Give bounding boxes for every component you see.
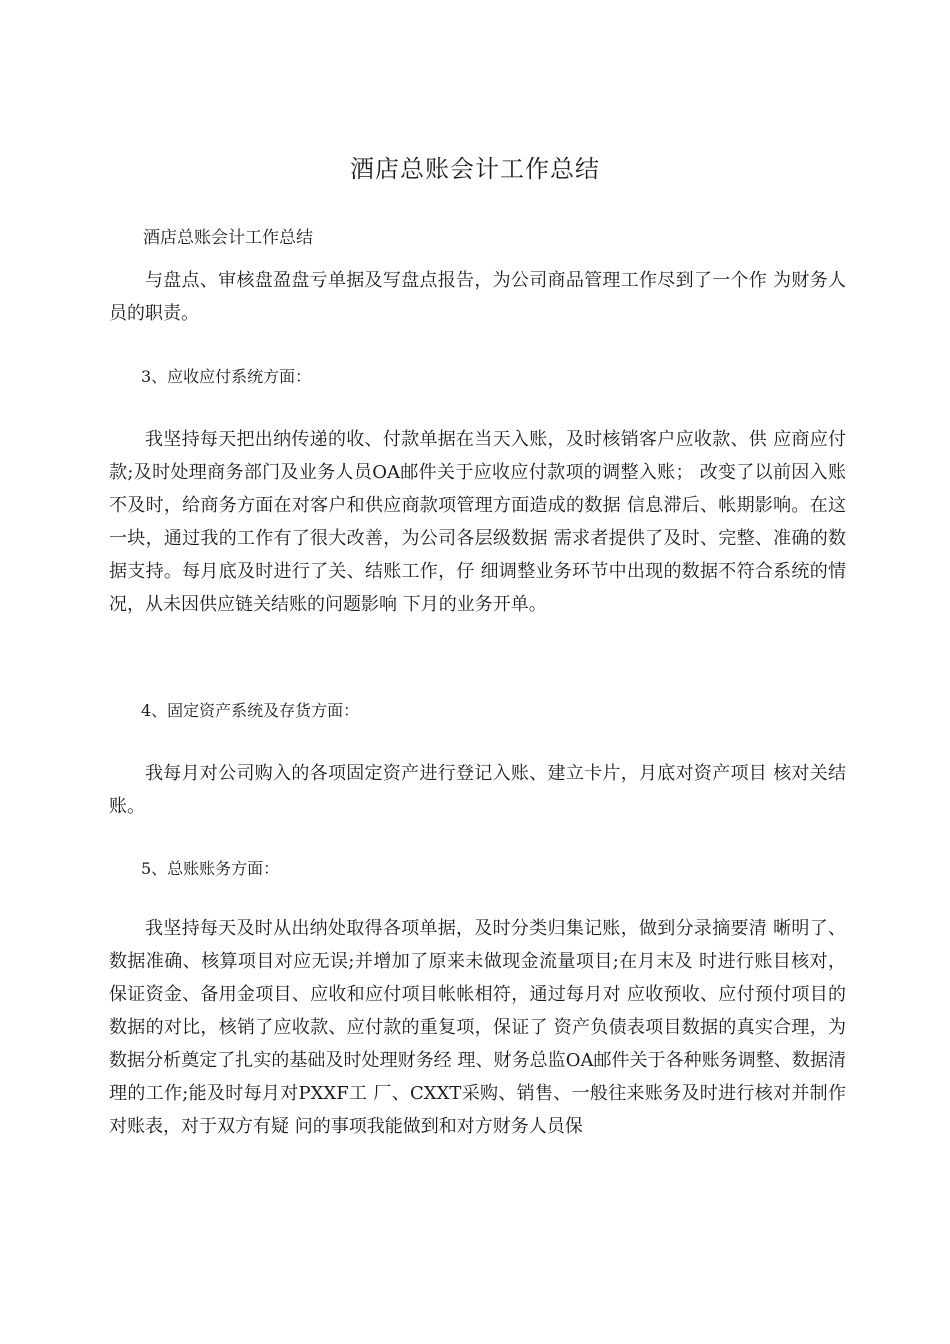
section-3-heading: 3、应收应付系统方面： [141,367,312,386]
document-title: 酒店总账会计工作总结 [350,155,600,183]
section-4-heading: 4、固定资产系统及存货方面： [141,701,360,720]
paragraph-inventory: 与盘点、审核盘盈盘亏单据及写盘点报告，为公司商品管理工作尽到了一个作 为财务人员的职责。 [109,270,846,324]
section-5-body: 我坚持每天及时从出纳处取得各项单据，及时分类归集记账，做到分录摘要清 晰明了、数据准确、核算项目对应无误;并增加了原来未做现金流量项目;在月末及 时进行账目核对，保证资金、备用金项目、应收和应付项目帐帐相符，通过每月对 应收预收、应付预付项目的数据的对比，核销了应收款、应付款的重复项，保证了 资产负债表项目数据的真实合理，为数据分析奠定了扎实的基础及时处理财务经 理、财务总监OA邮件关于各种账务调整、数据清理的工作;能及时每月对PXXF工 厂、CXXT采购、销售、一般往来账务及时进行核对并制作对账表，对于双方有疑 问的事项我能做到和对方财务人员保 [109,918,846,1137]
section-5-heading: 5、总账账务方面： [141,859,280,878]
section-4-body: 我每月对公司购入的各项固定资产进行登记入账、建立卡片，月底对资产项目 核对关结账。 [109,763,846,817]
section-3-body: 我坚持每天把出纳传递的收、付款单据在当天入账，及时核销客户应收款、供 应商应付款;及时处理商务部门及业务人员OA邮件关于应收应付款项的调整入账； 改变了以前因入账不及时，给商务方面在对客户和供应商款项管理方面造成的数据 信息滞后、帐期影响。在这一块，通过我的工作有了很大改善，为公司各层级数据 需求者提供了及时、完整、准确的数据支持。每月底及时进行了关、结账工作，仔 细调整业务环节中出现的数据不符合系统的情况，从未因供应链关结账的问题影响 下月的业务开单。 [109,429,846,615]
document-subtitle: 酒店总账会计工作总结 [143,228,313,248]
